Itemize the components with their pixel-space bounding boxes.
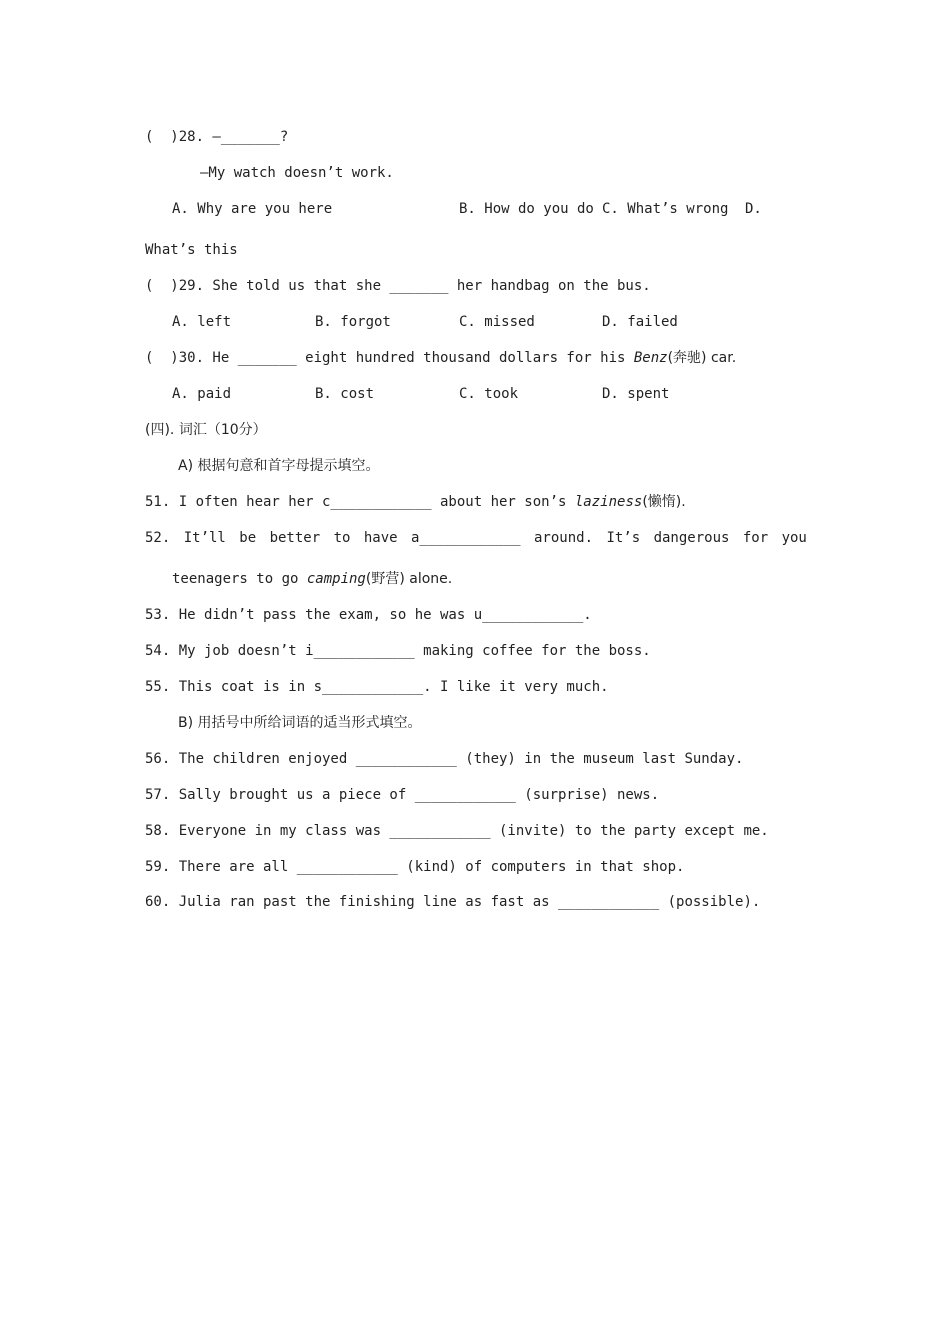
- q28-option-b: B. How do you do: [459, 201, 594, 217]
- q54: 54. My job doesn’t i____________ making coffee for the boss.: [145, 643, 651, 659]
- part-b-instruction: B) 用括号中所给词语的适当形式填空。: [178, 715, 422, 731]
- q30-option-b: B. cost: [315, 386, 375, 402]
- q52-word: have: [363, 530, 398, 546]
- part-a-instruction: A) 根据句意和首字母提示填空。: [178, 458, 380, 474]
- q52-word: It’s: [606, 530, 641, 546]
- q60: 60. Julia ran past the finishing line as fast as ____________ (possible).: [145, 894, 761, 910]
- q55: 55. This coat is in s____________. I like it very much.: [145, 679, 609, 695]
- q52-cont-italic: camping: [306, 571, 366, 587]
- q52-word: you: [781, 530, 807, 546]
- q30-option-c: C. took: [459, 386, 519, 402]
- q28-option-d: D.: [745, 201, 762, 217]
- q30-stem-after: (奔驰) car.: [667, 350, 737, 366]
- q52-word: It’ll: [183, 530, 226, 546]
- q52-word: to: [333, 530, 351, 546]
- q29-stem: ( )29. She told us that she _______ her handbag on the bus.: [145, 278, 651, 294]
- q29-option-b: B. forgot: [315, 314, 391, 330]
- q53: 53. He didn’t pass the exam, so he was u____________.: [145, 607, 592, 623]
- q52-word: be: [239, 530, 257, 546]
- q30-stem-text: ( )30. He _______ eight hundred thousand dollars for his: [145, 350, 634, 366]
- q52-word: for: [742, 530, 769, 546]
- q30-stem: [145, 348, 736, 368]
- q30-stem-italic: Benz: [633, 350, 668, 366]
- q30-option-d: D. spent: [602, 386, 670, 402]
- q28-options: [172, 199, 762, 219]
- q51-after: (懒惰).: [642, 494, 686, 510]
- q52-word: around.: [534, 530, 594, 546]
- q30-option-a: A. paid: [172, 386, 232, 402]
- section-title: (四). 词汇（10分）: [145, 422, 267, 438]
- q57: 57. Sally brought us a piece of ____________ (surprise) news.: [145, 787, 660, 803]
- q28-option-c: C. What’s wrong: [602, 201, 729, 217]
- q52-cont-text: teenagers to go: [172, 571, 307, 587]
- q28-reply: —My watch doesn’t work.: [200, 165, 394, 181]
- q52-line1: [145, 528, 807, 548]
- q58: 58. Everyone in my class was ____________ (invite) to the party except me.: [145, 823, 769, 839]
- q28-stem: ( )28. —_______?: [145, 129, 289, 145]
- q29-option-d: D. failed: [602, 314, 678, 330]
- q56: 56. The children enjoyed ____________ (they) in the museum last Sunday.: [145, 751, 744, 767]
- q28-option-a: A. Why are you here: [172, 201, 333, 217]
- q51: [145, 492, 686, 512]
- q51-italic: laziness: [574, 494, 643, 510]
- q52-word: 52.: [145, 530, 171, 546]
- q52-word: dangerous: [653, 530, 730, 546]
- q52-line2: [172, 569, 452, 589]
- q52-cont-after: (野营) alone.: [365, 571, 453, 587]
- q51-text: 51. I often hear her c____________ about her son’s: [145, 494, 575, 510]
- q30-options: [172, 384, 669, 404]
- q29-option-c: C. missed: [459, 314, 535, 330]
- q29-option-a: A. left: [172, 314, 232, 330]
- q28-continuation: What’s this: [145, 242, 238, 258]
- q52-word: better: [269, 530, 321, 546]
- q52-word: a____________: [411, 530, 521, 546]
- q29-options: [172, 312, 678, 332]
- q59: 59. There are all ____________ (kind) of computers in that shop.: [145, 859, 685, 875]
